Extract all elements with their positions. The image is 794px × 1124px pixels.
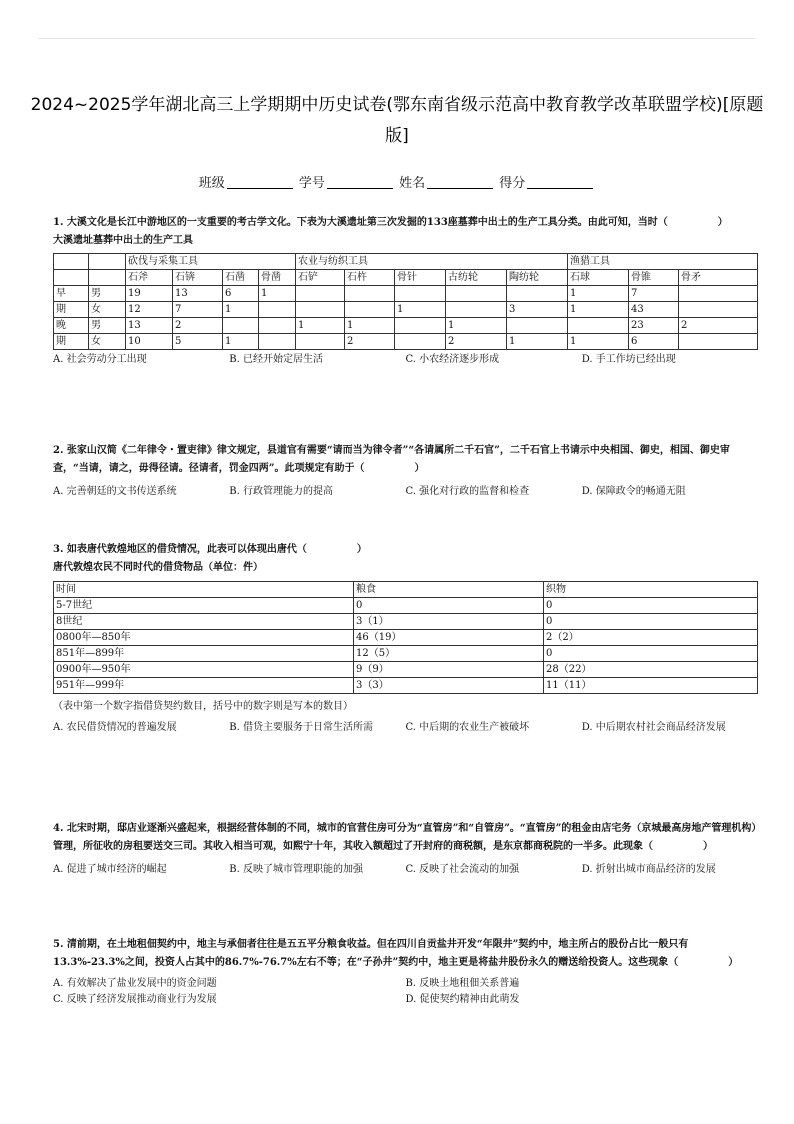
count-cell: 1 (296, 318, 345, 334)
table-cell: 0800年—850年 (54, 630, 354, 646)
count-cell: 1 (568, 302, 629, 318)
question-4-stem: 4. 北宋时期，邸店业逐渐兴盛起来，根据经营体制的不同，城市的官营住房可分为“直管房”和“自管房”。“直管房”的租金由店宅务（京城最高房地产管理机构）管理，所征收的房租要送交三司。其收入相当可观，如熙宁十年，其收入额超过了开封府的商税额，是东京都商税院的一半多。此现象（ ） (53, 823, 757, 852)
table-row (54, 318, 758, 334)
count-cell (296, 302, 345, 318)
option-b[interactable]: B. 反映了城市管理职能的加强 (229, 864, 363, 875)
table-note: （表中第一个数字指借贷契约数目，括号中的数字则是写本的数目） (53, 701, 353, 712)
tool-header: 石杵 (345, 270, 395, 286)
option-b[interactable]: B. 行政管理能力的提高 (229, 486, 333, 497)
number-label: 学号 (298, 176, 325, 191)
student-info-line (0, 172, 794, 191)
count-cell: 12 (126, 302, 173, 318)
score-blank[interactable] (527, 188, 593, 189)
count-cell: 2 (173, 318, 223, 334)
count-cell: 2 (679, 318, 758, 334)
table-row (54, 582, 758, 598)
table-cell: 0900年—950年 (54, 662, 354, 678)
count-cell: 10 (126, 334, 173, 350)
count-cell (259, 302, 296, 318)
table-cell: 46（19） (354, 630, 544, 646)
option-b[interactable]: B. 已经开始定居生活 (229, 354, 323, 365)
question-3-options (53, 720, 758, 736)
count-cell (568, 318, 629, 334)
page-title: 2024~2025学年湖北高三上学期期中历史试卷(鄂东南省级示范高中教育教学改革联盟学校)[原题版] (30, 95, 764, 146)
sex-cell: 男 (89, 286, 126, 302)
question-1 (53, 214, 758, 368)
tool-header: 骨锥 (629, 270, 679, 286)
question-3 (53, 541, 758, 736)
table-row (54, 662, 758, 678)
count-cell: 7 (173, 302, 223, 318)
table-cell: 2（2） (544, 630, 758, 646)
number-blank[interactable] (327, 188, 393, 189)
table-cell: 0 (354, 598, 544, 614)
class-blank[interactable] (227, 188, 293, 189)
name-label: 姓名 (399, 176, 426, 191)
count-cell (345, 286, 395, 302)
count-cell: 1 (395, 302, 446, 318)
count-cell: 19 (126, 286, 173, 302)
option-c[interactable]: C. 中后期的农业生产被破坏 (405, 722, 530, 733)
count-cell: 13 (173, 286, 223, 302)
question-4-options (53, 862, 758, 878)
count-cell (259, 334, 296, 350)
count-cell: 6 (629, 334, 679, 350)
sex-cell: 男 (89, 318, 126, 334)
option-c[interactable]: C. 反映了经济发展推动商业行为发展 (53, 994, 217, 1005)
question-1-stem: 1. 大溪文化是长江中游地区的一支重要的考古学文化。下表为大溪遗址第三次发掘的133座墓葬中出土的生产工具分类。由此可知，当时（ ） (53, 217, 728, 228)
option-c[interactable]: C. 强化对行政的监督和检查 (405, 486, 530, 497)
option-d[interactable]: D. 折射出城市商品经济的发展 (581, 864, 716, 875)
count-cell: 7 (629, 286, 679, 302)
option-c[interactable]: C. 小农经济逐步形成 (405, 354, 500, 365)
loans-table-body (54, 598, 758, 694)
class-label: 班级 (198, 176, 225, 191)
tools-table-body (54, 286, 758, 350)
header-divider (38, 38, 756, 39)
question-5-options (53, 976, 758, 1008)
table-cell: 3（3） (354, 678, 544, 694)
table-cell: 3（1） (354, 614, 544, 630)
question-4 (53, 820, 758, 878)
period-cell: 期 (54, 334, 89, 350)
tool-header: 骨矛 (679, 270, 758, 286)
count-cell: 1 (507, 334, 568, 350)
count-cell (395, 286, 446, 302)
table-row (54, 334, 758, 350)
count-cell: 3 (507, 302, 568, 318)
table-row (54, 678, 758, 694)
table-cell: 0 (544, 614, 758, 630)
count-cell (395, 334, 446, 350)
tool-header: 骨针 (395, 270, 446, 286)
tool-header: 骨凿 (259, 270, 296, 286)
count-cell: 43 (629, 302, 679, 318)
table-row (54, 270, 758, 286)
option-d[interactable]: D. 促使契约精神由此萌发 (405, 994, 520, 1005)
loans-table (53, 581, 758, 694)
tool-header: 石锛 (173, 270, 223, 286)
count-cell (679, 302, 758, 318)
count-cell (679, 334, 758, 350)
count-cell (296, 334, 345, 350)
count-cell: 2 (446, 334, 507, 350)
option-a[interactable]: A. 促进了城市经济的崛起 (53, 864, 167, 875)
table-cell: 11（11） (544, 678, 758, 694)
period-cell: 期 (54, 302, 89, 318)
count-cell: 1 (345, 318, 395, 334)
group-header: 渔猎工具 (568, 254, 758, 270)
count-cell: 1 (568, 334, 629, 350)
option-d[interactable]: D. 手工作坊已经出现 (581, 354, 676, 365)
question-2 (53, 442, 758, 500)
table-row (54, 614, 758, 630)
option-b[interactable]: B. 借贷主要服务于日常生活所需 (229, 722, 373, 733)
count-cell (507, 286, 568, 302)
table-row (54, 254, 758, 270)
name-blank[interactable] (427, 188, 493, 189)
column-header: 时间 (54, 582, 354, 598)
question-5 (53, 936, 758, 1008)
option-a[interactable]: A. 有效解决了盐业发展中的资金问题 (53, 978, 217, 989)
column-header: 织物 (544, 582, 758, 598)
count-cell: 5 (173, 334, 223, 350)
tool-header: 石铲 (296, 270, 345, 286)
count-cell: 6 (223, 286, 259, 302)
table-cell: 5-7世纪 (54, 598, 354, 614)
question-5-stem: 5. 清前期，在土地租佃契约中，地主与承佃者往往是五五平分粮食收益。但在四川自贡盐井开发“年限井”契约中，地主所占的股份占比一般只有13.3%-23.3%之间，投资人占其中的86.7%-76.7%左右不等；在“子孙井”契约中，地主更是将盐井股份永久的赠送给投资人。这些现象（ ） (53, 939, 739, 968)
group-header: 砍伐与采集工具 (126, 254, 296, 270)
table-cell: 9（9） (354, 662, 544, 678)
count-cell (507, 318, 568, 334)
tools-table (53, 253, 758, 350)
table-cell: 951年—999年 (54, 678, 354, 694)
option-a[interactable]: A. 农民借贷情况的普遍发展 (53, 722, 177, 733)
table-cell: 8世纪 (54, 614, 354, 630)
period-cell: 晚 (54, 318, 89, 334)
score-label: 得分 (499, 176, 526, 191)
table-cell: 851年—899年 (54, 646, 354, 662)
count-cell (446, 286, 507, 302)
count-cell: 23 (629, 318, 679, 334)
tool-header: 陶纺轮 (507, 270, 568, 286)
table-row (54, 646, 758, 662)
table-cell: 0 (544, 646, 758, 662)
option-b[interactable]: B. 反映土地租佃关系普遍 (405, 978, 520, 989)
count-cell (679, 286, 758, 302)
count-cell (345, 302, 395, 318)
question-2-stem: 2. 张家山汉简《二年律令・置吏律》律文规定，县道官有需要“请而当为律令者”“各请属所二千石官”，二千石官上书请示中央相国、御史，相国、御史审查，“当请，请之，毋得径请。径请者，罚金四两”。此项规定有助于（ ） (53, 445, 730, 474)
table-cell: 28（22） (544, 662, 758, 678)
count-cell: 1 (259, 286, 296, 302)
count-cell (446, 302, 507, 318)
table-row (54, 302, 758, 318)
table-cell: 12（5） (354, 646, 544, 662)
count-cell (223, 318, 259, 334)
question-1-options (53, 352, 758, 368)
option-d[interactable]: D. 中后期农村社会商品经济发展 (581, 722, 726, 733)
option-c[interactable]: C. 反映了社会流动的加强 (405, 864, 520, 875)
tool-header: 石凿 (223, 270, 259, 286)
option-a[interactable]: A. 完善朝廷的文书传送系统 (53, 486, 177, 497)
question-3-stem: 3. 如表唐代敦煌地区的借贷情况，此表可以体现出唐代（ ） (53, 544, 367, 555)
count-cell (296, 286, 345, 302)
table-row (54, 598, 758, 614)
count-cell: 1 (568, 286, 629, 302)
table-row (54, 286, 758, 302)
count-cell (259, 318, 296, 334)
sex-cell: 女 (89, 334, 126, 350)
question-3-table-caption: 唐代敦煌农民不同时代的借贷物品（单位：件） (53, 562, 263, 573)
count-cell: 1 (223, 302, 259, 318)
tool-header: 石球 (568, 270, 629, 286)
option-a[interactable]: A. 社会劳动分工出现 (53, 354, 147, 365)
period-cell: 早 (54, 286, 89, 302)
group-header: 农业与纺织工具 (296, 254, 568, 270)
tool-header: 石斧 (126, 270, 173, 286)
table-row (54, 630, 758, 646)
column-header: 粮食 (354, 582, 544, 598)
count-cell: 1 (446, 318, 507, 334)
option-d[interactable]: D. 保障政令的畅通无阻 (581, 486, 686, 497)
count-cell: 2 (345, 334, 395, 350)
sex-cell: 女 (89, 302, 126, 318)
question-1-table-caption: 大溪遗址墓葬中出土的生产工具 (53, 235, 193, 246)
count-cell: 13 (126, 318, 173, 334)
question-2-options (53, 484, 758, 500)
tool-header: 古纺轮 (446, 270, 507, 286)
count-cell (395, 318, 446, 334)
table-cell: 0 (544, 598, 758, 614)
count-cell: 1 (223, 334, 259, 350)
